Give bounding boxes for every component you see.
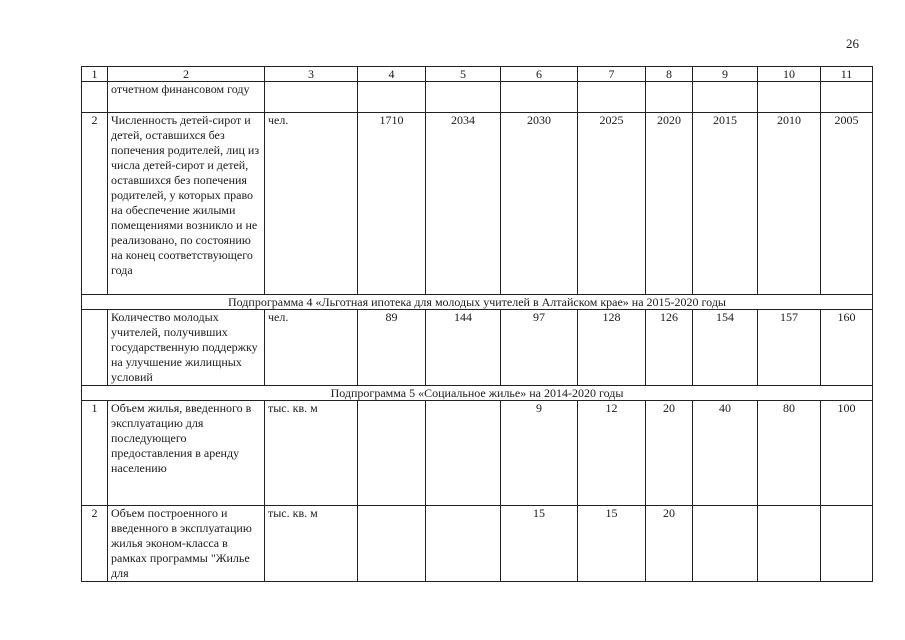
- unit-cell: [265, 82, 358, 113]
- unit-cell: тыс. кв. м: [265, 506, 358, 582]
- value-cell: 97: [501, 310, 578, 386]
- column-number-cell: 8: [646, 67, 693, 82]
- indicator-name-cell: Объем жилья, введенного в эксплуатацию для последующего предоставления в аренду населению: [108, 401, 265, 506]
- column-number-cell: 11: [821, 67, 873, 82]
- value-cell: [693, 506, 758, 582]
- subprogram-title: Подпрограмма 4 «Льготная ипотека для молодых учителей в Алтайском крае» на 2015-2020 годы: [82, 295, 873, 310]
- value-cell: 15: [501, 506, 578, 582]
- subprogram-title: Подпрограмма 5 «Социальное жилье» на 2014-2020 годы: [82, 386, 873, 401]
- subprogram-row: [82, 295, 873, 310]
- value-cell: [821, 506, 873, 582]
- column-number-cell: 2: [108, 67, 265, 82]
- value-cell: [646, 82, 693, 113]
- indicators-table: [81, 66, 873, 582]
- value-cell: [358, 506, 426, 582]
- value-cell: [358, 401, 426, 506]
- value-cell: 1710: [358, 113, 426, 295]
- row-number-cell: 2: [82, 113, 108, 295]
- value-cell: 40: [693, 401, 758, 506]
- indicator-name-cell: Численность детей-сирот и детей, оставшихся без попечения родителей, лиц из числа детей-сирот и детей, оставшихся без попечения родителей, у которых право на обеспечение жилыми помещениями возникло и не реализовано, по состоянию на конец соответствующего года: [108, 113, 265, 295]
- value-cell: 15: [578, 506, 646, 582]
- subprogram-row: [82, 386, 873, 401]
- value-cell: [426, 82, 501, 113]
- header-row: [82, 67, 873, 82]
- table-row: [82, 113, 873, 295]
- column-number-cell: 10: [758, 67, 821, 82]
- value-cell: [758, 82, 821, 113]
- value-cell: [501, 82, 578, 113]
- indicator-name-cell: Количество молодых учителей, получивших государственную поддержку на улучшение жилищных условий: [108, 310, 265, 386]
- unit-cell: тыс. кв. м: [265, 401, 358, 506]
- value-cell: 157: [758, 310, 821, 386]
- unit-cell: чел.: [265, 310, 358, 386]
- value-cell: 144: [426, 310, 501, 386]
- column-number-cell: 6: [501, 67, 578, 82]
- value-cell: 2034: [426, 113, 501, 295]
- value-cell: [693, 82, 758, 113]
- value-cell: 20: [646, 506, 693, 582]
- indicator-name-cell: отчетном финансовом году: [108, 82, 265, 113]
- value-cell: 89: [358, 310, 426, 386]
- column-number-cell: 5: [426, 67, 501, 82]
- table-row: [82, 82, 873, 113]
- value-cell: 9: [501, 401, 578, 506]
- column-number-cell: 4: [358, 67, 426, 82]
- value-cell: 154: [693, 310, 758, 386]
- value-cell: 12: [578, 401, 646, 506]
- column-number-cell: 3: [265, 67, 358, 82]
- page-number: 26: [846, 36, 859, 51]
- value-cell: [821, 82, 873, 113]
- value-cell: 20: [646, 401, 693, 506]
- value-cell: 2020: [646, 113, 693, 295]
- value-cell: 126: [646, 310, 693, 386]
- value-cell: [426, 401, 501, 506]
- value-cell: 160: [821, 310, 873, 386]
- value-cell: [758, 506, 821, 582]
- indicator-name-cell: Объем построенного и введенного в эксплуатацию жилья эконом-класса в рамках программы "Жилье для: [108, 506, 265, 582]
- column-number-cell: 1: [82, 67, 108, 82]
- table-row: [82, 401, 873, 506]
- unit-cell: чел.: [265, 113, 358, 295]
- value-cell: [578, 82, 646, 113]
- value-cell: 2005: [821, 113, 873, 295]
- value-cell: 80: [758, 401, 821, 506]
- value-cell: 2030: [501, 113, 578, 295]
- value-cell: 2015: [693, 113, 758, 295]
- table-row: [82, 310, 873, 386]
- table-row: [82, 506, 873, 582]
- value-cell: [358, 82, 426, 113]
- row-number-cell: [82, 310, 108, 386]
- value-cell: 2025: [578, 113, 646, 295]
- value-cell: 128: [578, 310, 646, 386]
- column-number-cell: 9: [693, 67, 758, 82]
- row-number-cell: [82, 82, 108, 113]
- value-cell: 2010: [758, 113, 821, 295]
- row-number-cell: 1: [82, 401, 108, 506]
- row-number-cell: 2: [82, 506, 108, 582]
- value-cell: 100: [821, 401, 873, 506]
- table-body: [82, 67, 873, 582]
- column-number-cell: 7: [578, 67, 646, 82]
- value-cell: [426, 506, 501, 582]
